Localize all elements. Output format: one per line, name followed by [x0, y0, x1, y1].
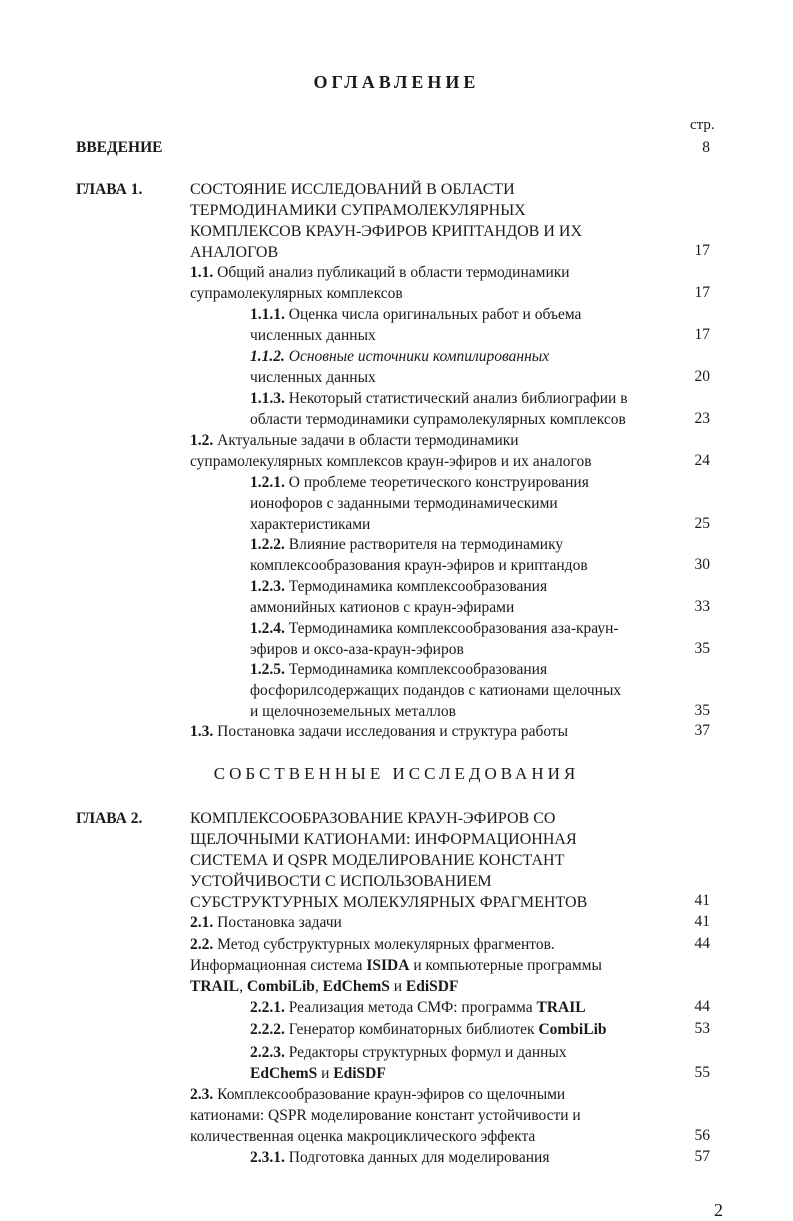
toc-page-1-2-3: 33: [694, 598, 710, 615]
toc-page-2-2-1: 44: [694, 998, 710, 1015]
toc-entry-2-1: 2.1. Постановка задачи: [190, 914, 342, 931]
page-title: ОГЛАВЛЕНИЕ: [313, 72, 480, 92]
chapter1-title: СОСТОЯНИЕ ИССЛЕДОВАНИЙ В ОБЛАСТИ ТЕРМОДИНАМИКИ СУПРАМОЛЕКУЛЯРНЫХ КОМПЛЕКСОВ КРАУН-ЭФИРОВ КРИПТАНДОВ И ИХ АНАЛОГОВ: [190, 181, 583, 261]
chapter1-page: 17: [694, 242, 710, 259]
toc-page-2-3-1: 57: [694, 1148, 710, 1165]
chapter2-label: ГЛАВА 2.: [76, 810, 143, 827]
toc-entry-1-2-3: 1.2.3. Термодинамика комплексообразования аммонийных катионов с краун-эфирами: [250, 578, 548, 616]
toc-entry-1-1-3: 1.1.3. Некоторый статистический анализ библиографии в области термодинамики супрамолекулярных комплексов: [250, 390, 628, 428]
chapter1-label: ГЛАВА 1.: [76, 181, 143, 198]
intro-label: ВВЕДЕНИЕ: [76, 139, 163, 156]
toc-entry-1-1-2: 1.1.2. Основные источники компилированных численных данных: [250, 348, 550, 386]
chapter2-page: 41: [694, 892, 710, 909]
toc-entry-1-2-2: 1.2.2. Влияние растворителя на термодинамику комплексообразования краун-эфиров и криптандов: [250, 536, 588, 574]
toc-page-1-2-1: 25: [694, 515, 710, 532]
toc-page-1-1-2: 20: [694, 368, 710, 385]
toc-page-1-1-1: 17: [694, 326, 710, 343]
toc-entry-2-2-1: 2.2.1. Реализация метода СМФ: программа TRAIL: [250, 999, 586, 1016]
toc-entry-2-3: 2.3. Комплексообразование краун-эфиров со щелочными катионами: QSPR моделирование констант устойчивости и количественная оценка макроциклического эффекта: [190, 1086, 581, 1145]
intro-page: 8: [702, 139, 710, 156]
toc-page-1-2: 24: [694, 452, 710, 469]
toc-entry-1-3: 1.3. Постановка задачи исследования и структура работы: [190, 723, 569, 740]
toc-page-1-3: 37: [694, 722, 710, 739]
toc-entry-2-2-3: 2.2.3. Редакторы структурных формул и данных EdChemS и EdiSDF: [250, 1044, 567, 1082]
toc-entry-2-2-2: 2.2.2. Генератор комбинаторных библиотек CombiLib: [250, 1021, 607, 1038]
toc-page-2-1: 41: [694, 913, 710, 930]
chapter2-title: КОМПЛЕКСООБРАЗОВАНИЕ КРАУН-ЭФИРОВ СО ЩЕЛОЧНЫМИ КАТИОНАМИ: ИНФОРМАЦИОННАЯ СИСТЕМА И QSPR МОДЕЛИРОВАНИЕ КОНСТАНТ УСТОЙЧИВОСТИ С ИСПОЛЬЗОВАНИЕМ СУБСТРУКТУРНЫХ МОЛЕКУЛЯРНЫХ ФРАГМЕНТОВ: [190, 810, 588, 911]
toc-page-2-2-3: 55: [694, 1064, 710, 1081]
toc-entry-1-2-1: 1.2.1. О проблеме теоретического конструирования ионофоров с заданными термодинамическими характеристиками: [250, 474, 589, 533]
toc-page-2-2: 44: [694, 935, 710, 952]
toc-entry-1-2: 1.2. Актуальные задачи в области термодинамики супрамолекулярных комплексов краун-эфиров и их аналогов: [190, 432, 592, 470]
toc-page-2-2-2: 53: [694, 1020, 710, 1037]
toc-page-1-2-5: 35: [694, 702, 710, 719]
toc-entry-1-2-4: 1.2.4. Термодинамика комплексообразования аза-краун- эфиров и оксо-аза-краун-эфиров: [250, 620, 619, 658]
toc-page-1-2-2: 30: [694, 556, 710, 573]
page-number: 2: [714, 1200, 723, 1220]
toc-entry-1-1: 1.1. Общий анализ публикаций в области термодинамики супрамолекулярных комплексов: [190, 264, 570, 302]
toc-page-1-1-3: 23: [694, 410, 710, 427]
toc-entry-2-3-1: 2.3.1. Подготовка данных для моделирования: [250, 1149, 550, 1166]
toc-page-1-1: 17: [694, 284, 710, 301]
toc-entry-1-2-5: 1.2.5. Термодинамика комплексообразования фосфорилсодержащих подандов с катионами щелочных и щелочноземельных металлов: [250, 661, 622, 720]
section-header: СОБСТВЕННЫЕ ИССЛЕДОВАНИЯ: [213, 764, 580, 783]
page-column-header: стр.: [690, 117, 715, 133]
toc-entry-2-2: 2.2. Метод субструктурных молекулярных фрагментов. Информационная система ISIDA и компьютерные программы TRAIL, CombiLib, EdChemS и EdiSDF: [190, 936, 602, 995]
toc-page-2-3: 56: [694, 1127, 710, 1144]
toc-entry-1-1-1: 1.1.1. Оценка числа оригинальных работ и объема численных данных: [250, 306, 582, 344]
toc-page-1-2-4: 35: [694, 640, 710, 657]
